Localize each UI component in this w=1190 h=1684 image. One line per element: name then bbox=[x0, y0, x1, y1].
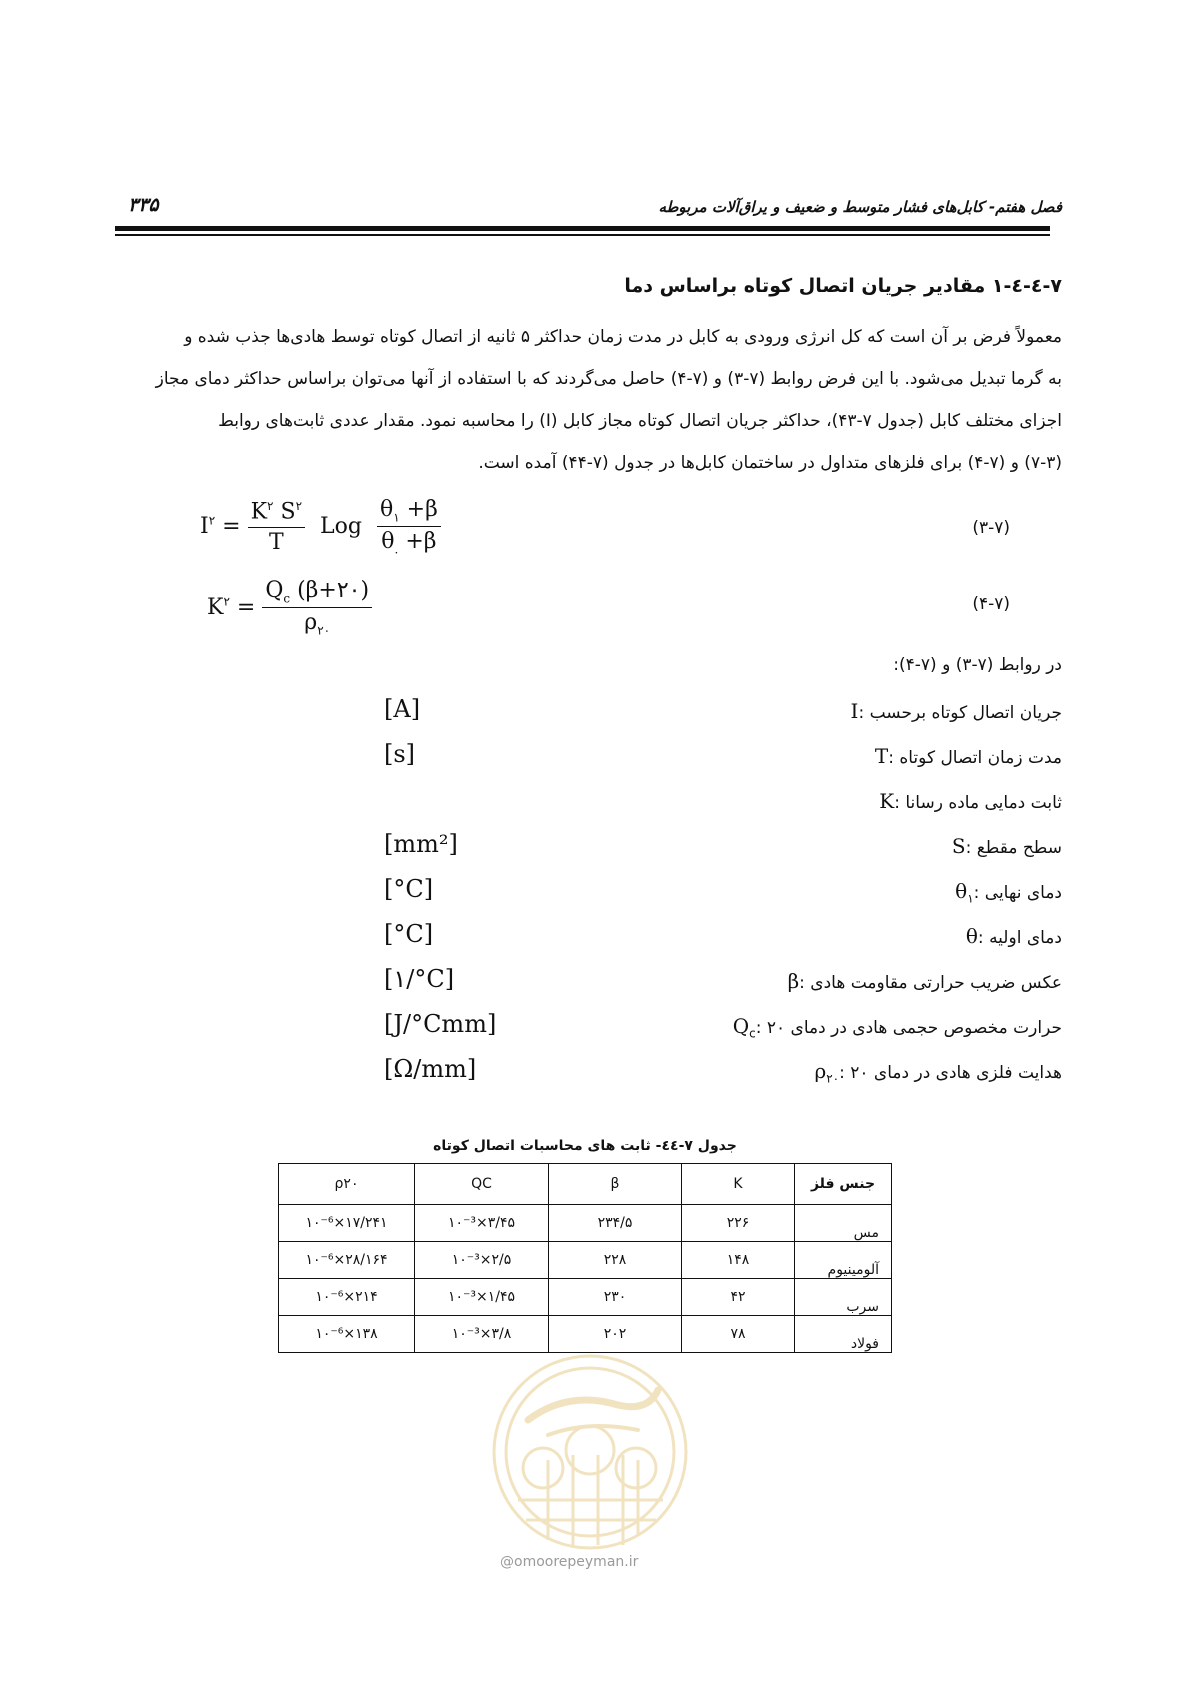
constants-table bbox=[278, 1163, 892, 1353]
variable-row: $\rho_{۲۰}$: هدایت فلزی هادی در دمای ۲۰ [Ω/mm] bbox=[384, 1055, 1062, 1086]
variable-unit: [s] bbox=[384, 740, 416, 768]
table-header: جنس فلز bbox=[795, 1164, 892, 1205]
variable-unit: [°C] bbox=[384, 875, 434, 903]
table-cell: ۲۲۶ bbox=[682, 1205, 795, 1242]
table-cell: آلومینیوم bbox=[795, 1242, 892, 1279]
table-row bbox=[279, 1205, 892, 1242]
eq1-log: Log bbox=[320, 513, 362, 539]
chapter-title: فصل هفتم- کابل‌های فشار متوسط و ضعیف و یراق‌آلات مربوطه bbox=[658, 198, 1062, 216]
table-cell: فولاد bbox=[795, 1316, 892, 1353]
paragraph-line: معمولاً فرض بر آن است که کل انرژی ورودی به کابل در مدت زمان حداکثر ۵ ثانیه از اتصال کوتاه توسط هادی‌ها جذب شده و bbox=[184, 327, 1062, 347]
variable-row bbox=[127, 830, 1062, 874]
table-cell: ۱۷/۲۴۱×۱۰⁻⁶ bbox=[279, 1205, 415, 1242]
table-cell: ۲۳۴/۵ bbox=[549, 1205, 682, 1242]
eq1-log-fraction: $\frac{\theta_۱ +\beta}{\theta_. +\beta}$ bbox=[377, 497, 441, 557]
header-rule-thin bbox=[115, 234, 1050, 236]
variable-description: : عکس ضریب حرارتی مقاومت هادی bbox=[799, 973, 1062, 993]
paragraph-line: اجزای مختلف کابل (جدول ۷-۴۳)، حداکثر جریان اتصال کوتاه مجاز کابل (I) را محاسبه نمود. مقدار عددی ثابت‌های روابط bbox=[218, 411, 1062, 431]
equation-number: (۳-۷) bbox=[972, 518, 1010, 538]
variable-row bbox=[127, 789, 1062, 829]
variable-unit: [۱/°C] bbox=[384, 965, 455, 993]
page-number: ۳۳۵ bbox=[128, 194, 159, 216]
table-cell: ۲۲۸ bbox=[549, 1242, 682, 1279]
variable-description: : دمای اولیه bbox=[977, 928, 1062, 948]
variable-symbol: β bbox=[787, 969, 800, 993]
variable-symbol: θ bbox=[965, 924, 978, 948]
table-cell: ۱۴۸ bbox=[682, 1242, 795, 1279]
table-row bbox=[279, 1242, 892, 1279]
variable-row: $\theta_۱$: دمای نهایی [°C] bbox=[384, 875, 1062, 906]
variable-row: $Q_c$: حرارت مخصوص حجمی هادی در دمای ۲۰ [J/°Cmm] bbox=[384, 1010, 1062, 1041]
eq1-fraction: $\frac{K^۲ S^۲}{T}$ bbox=[248, 499, 305, 554]
table-cell: ۲۸/۱۶۴×۱۰⁻⁶ bbox=[279, 1242, 415, 1279]
table-cell: ۲۱۴×۱۰⁻⁶ bbox=[279, 1279, 415, 1316]
table-cell: ۲۳۰ bbox=[549, 1279, 682, 1316]
variable-description: : هدایت فلزی هادی در دمای ۲۰ bbox=[839, 1063, 1062, 1083]
variable-unit: [J/°Cmm] bbox=[384, 1010, 497, 1038]
table-row bbox=[279, 1279, 892, 1316]
variable-unit: [mm²] bbox=[384, 830, 458, 858]
table-cell: مس bbox=[795, 1205, 892, 1242]
table-header: QC bbox=[415, 1164, 549, 1205]
variable-unit: [A] bbox=[384, 695, 421, 723]
eq2-lhs: $K^۲$ bbox=[207, 594, 230, 620]
variable-description: : سطح مقطع bbox=[965, 838, 1062, 858]
variable-row bbox=[127, 740, 1062, 784]
variable-unit: [°C] bbox=[384, 920, 434, 948]
variable-symbol: T bbox=[874, 744, 889, 768]
variable-description: : مدت زمان اتصال کوتاه bbox=[888, 748, 1062, 768]
table-cell: ۲/۵×۱۰⁻³ bbox=[415, 1242, 549, 1279]
equation-number: (۴-۷) bbox=[972, 594, 1010, 614]
omoorepeyman-seal-icon bbox=[488, 1350, 692, 1555]
variable-description: : دمای نهایی bbox=[973, 883, 1062, 903]
table-header: K bbox=[682, 1164, 795, 1205]
table-cell: ۳/۴۵×۱۰⁻³ bbox=[415, 1205, 549, 1242]
variable-description: : جریان اتصال کوتاه برحسب bbox=[858, 703, 1062, 723]
table-cell: ۷۸ bbox=[682, 1316, 795, 1353]
variable-symbol: S bbox=[951, 834, 966, 858]
variable-symbol: Q bbox=[732, 1014, 750, 1038]
table-cell: ۳/۸×۱۰⁻³ bbox=[415, 1316, 549, 1353]
table-header: β bbox=[549, 1164, 682, 1205]
variable-description: : ثابت دمایی ماده رسانا bbox=[894, 793, 1062, 813]
table-cell: سرب bbox=[795, 1279, 892, 1316]
body-paragraph bbox=[127, 316, 1062, 484]
paragraph-line: به گرما تبدیل می‌شود. با این فرض روابط (۷-۳) و (۷-۴) حاصل می‌گردند که با استفاده از آنها می‌توان براساس حداکثر دمای مجاز bbox=[155, 369, 1062, 389]
table-cell: ۲۰۲ bbox=[549, 1316, 682, 1353]
table-row bbox=[279, 1316, 892, 1353]
table-header-row bbox=[279, 1164, 892, 1205]
variable-description: : حرارت مخصوص حجمی هادی در دمای ۲۰ bbox=[755, 1018, 1062, 1038]
table-cell: ۱/۴۵×۱۰⁻³ bbox=[415, 1279, 549, 1316]
table-cell: ۱۳۸×۱۰⁻⁶ bbox=[279, 1316, 415, 1353]
variable-symbol: θ bbox=[955, 879, 968, 903]
variable-unit: [Ω/mm] bbox=[384, 1055, 477, 1083]
equation-3-7: $I^۲$ = $\frac{K^۲ S^۲}{T}$ Log $\frac{\theta_۱ +\beta}{\theta_. +\beta}$ bbox=[200, 497, 441, 557]
table-caption: جدول ۷-٤٤- ثابت های محاسبات اتصال کوتاه bbox=[433, 1138, 737, 1154]
variable-symbol: ρ bbox=[814, 1059, 827, 1083]
eq1-lhs: $I^۲$ bbox=[200, 513, 216, 539]
table-cell: ۴۲ bbox=[682, 1279, 795, 1316]
variable-row bbox=[127, 920, 1062, 964]
table-header: ρ۲۰ bbox=[279, 1164, 415, 1205]
variable-row bbox=[127, 965, 1062, 1009]
header-rule-thick bbox=[115, 226, 1050, 231]
watermark-url: @omoorepeyman.ir bbox=[500, 1554, 639, 1570]
eq2-fraction: $\frac{Q_c (\beta+۲۰)}{\rho_{۲۰}}$ bbox=[262, 578, 372, 638]
equation-4-7: $K^۲$ = $\frac{Q_c (\beta+۲۰)}{\rho_{۲۰}}$ bbox=[207, 578, 372, 638]
paragraph-line: (۷-۳) و (۷-۴) برای فلزهای متداول در ساختمان کابل‌ها در جدول (۷-۴۴) آمده است. bbox=[478, 453, 1062, 473]
relations-intro: در روابط (۷-۳) و (۷-۴): bbox=[893, 655, 1062, 675]
variable-symbol: K bbox=[879, 789, 895, 813]
variable-symbol: I bbox=[850, 699, 859, 723]
section-heading: ۷-٤-٤-۱ مقادیر جریان اتصال کوتاه براساس دما bbox=[624, 275, 1062, 297]
variable-row bbox=[127, 695, 1062, 739]
